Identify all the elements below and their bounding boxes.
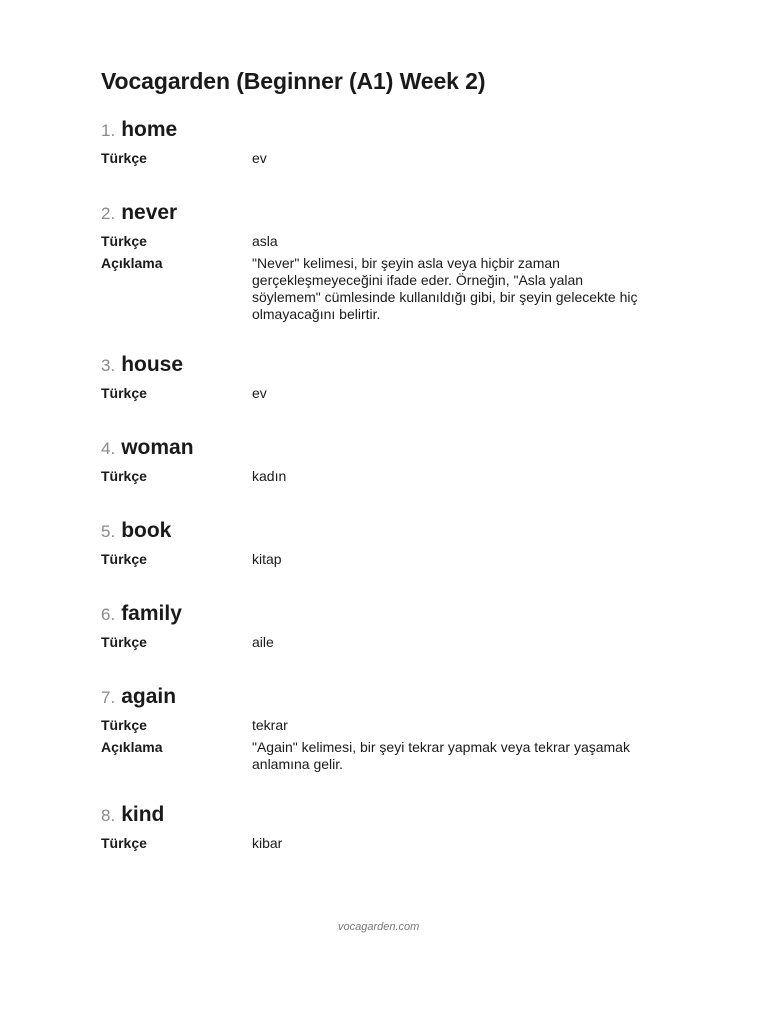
row-value: kibar bbox=[252, 835, 283, 851]
entry-number: 3. bbox=[101, 356, 116, 375]
vocab-entry-kind bbox=[101, 799, 661, 852]
entry-word: home bbox=[121, 118, 178, 141]
entry-number: 2. bbox=[101, 204, 116, 223]
entry-heading bbox=[101, 799, 661, 831]
vocab-entry-never bbox=[101, 197, 661, 323]
vocab-entry-book bbox=[101, 515, 661, 568]
row-label: Açıklama bbox=[101, 739, 163, 755]
entry-word: woman bbox=[121, 436, 194, 459]
entry-number: 8. bbox=[101, 806, 116, 825]
row-value: tekrar bbox=[252, 717, 288, 733]
footer-site-url: vocagarden.com bbox=[338, 921, 420, 933]
translation-row bbox=[101, 468, 661, 485]
entry-word: house bbox=[121, 353, 184, 376]
row-value: ev bbox=[252, 150, 267, 166]
row-value: aile bbox=[252, 634, 274, 650]
translation-row bbox=[101, 150, 661, 167]
row-label: Türkçe bbox=[101, 150, 147, 166]
vocab-entry-again bbox=[101, 681, 661, 773]
entry-heading bbox=[101, 598, 661, 630]
row-value: kadın bbox=[252, 468, 287, 484]
translation-row bbox=[101, 717, 661, 734]
row-label: Türkçe bbox=[101, 551, 147, 567]
row-label: Türkçe bbox=[101, 233, 147, 249]
entry-word: book bbox=[121, 519, 172, 542]
explanation-row bbox=[101, 739, 661, 773]
entry-number: 5. bbox=[101, 522, 116, 541]
row-value: asla bbox=[252, 233, 278, 249]
row-label: Türkçe bbox=[101, 468, 147, 484]
entry-word: family bbox=[121, 602, 182, 625]
vocab-entry-house bbox=[101, 349, 661, 402]
translation-row bbox=[101, 551, 661, 568]
entry-heading bbox=[101, 432, 661, 464]
vocab-entry-home bbox=[101, 114, 661, 167]
document-page bbox=[101, 66, 661, 857]
entry-heading bbox=[101, 114, 661, 146]
row-value: "Again" kelimesi, bir şeyi tekrar yapmak veya tekrar yaşamak anlamına gelir. bbox=[252, 739, 630, 772]
entry-heading bbox=[101, 197, 661, 229]
translation-row bbox=[101, 634, 661, 651]
entry-heading bbox=[101, 349, 661, 381]
entry-word: again bbox=[121, 685, 177, 708]
row-value: "Never" kelimesi, bir şeyin asla veya hiçbir zaman gerçekleşmeyeceğini ifade eder. Örneğin, "Asla yalan söylemem" cümlesinde kullanıldığı gibi, bir şeyin gelecekte hiç olmayacağını belirtir. bbox=[252, 255, 638, 322]
entry-number: 4. bbox=[101, 439, 116, 458]
row-label: Türkçe bbox=[101, 634, 147, 650]
vocab-entry-woman bbox=[101, 432, 661, 485]
entry-word: kind bbox=[121, 803, 165, 826]
row-label: Türkçe bbox=[101, 385, 147, 401]
document-title: Vocagarden (Beginner (A1) Week 2) bbox=[101, 68, 486, 94]
row-value: ev bbox=[252, 385, 267, 401]
entry-word: never bbox=[121, 201, 178, 224]
translation-row bbox=[101, 233, 661, 250]
entry-number: 7. bbox=[101, 688, 116, 707]
row-label: Türkçe bbox=[101, 717, 147, 733]
row-label: Türkçe bbox=[101, 835, 147, 851]
vocab-entry-family bbox=[101, 598, 661, 651]
entry-number: 6. bbox=[101, 605, 116, 624]
entry-heading bbox=[101, 681, 661, 713]
translation-row bbox=[101, 835, 661, 852]
explanation-row bbox=[101, 255, 661, 323]
row-value: kitap bbox=[252, 551, 282, 567]
translation-row bbox=[101, 385, 661, 402]
entry-number: 1. bbox=[101, 121, 116, 140]
row-label: Açıklama bbox=[101, 255, 163, 271]
entry-heading bbox=[101, 515, 661, 547]
